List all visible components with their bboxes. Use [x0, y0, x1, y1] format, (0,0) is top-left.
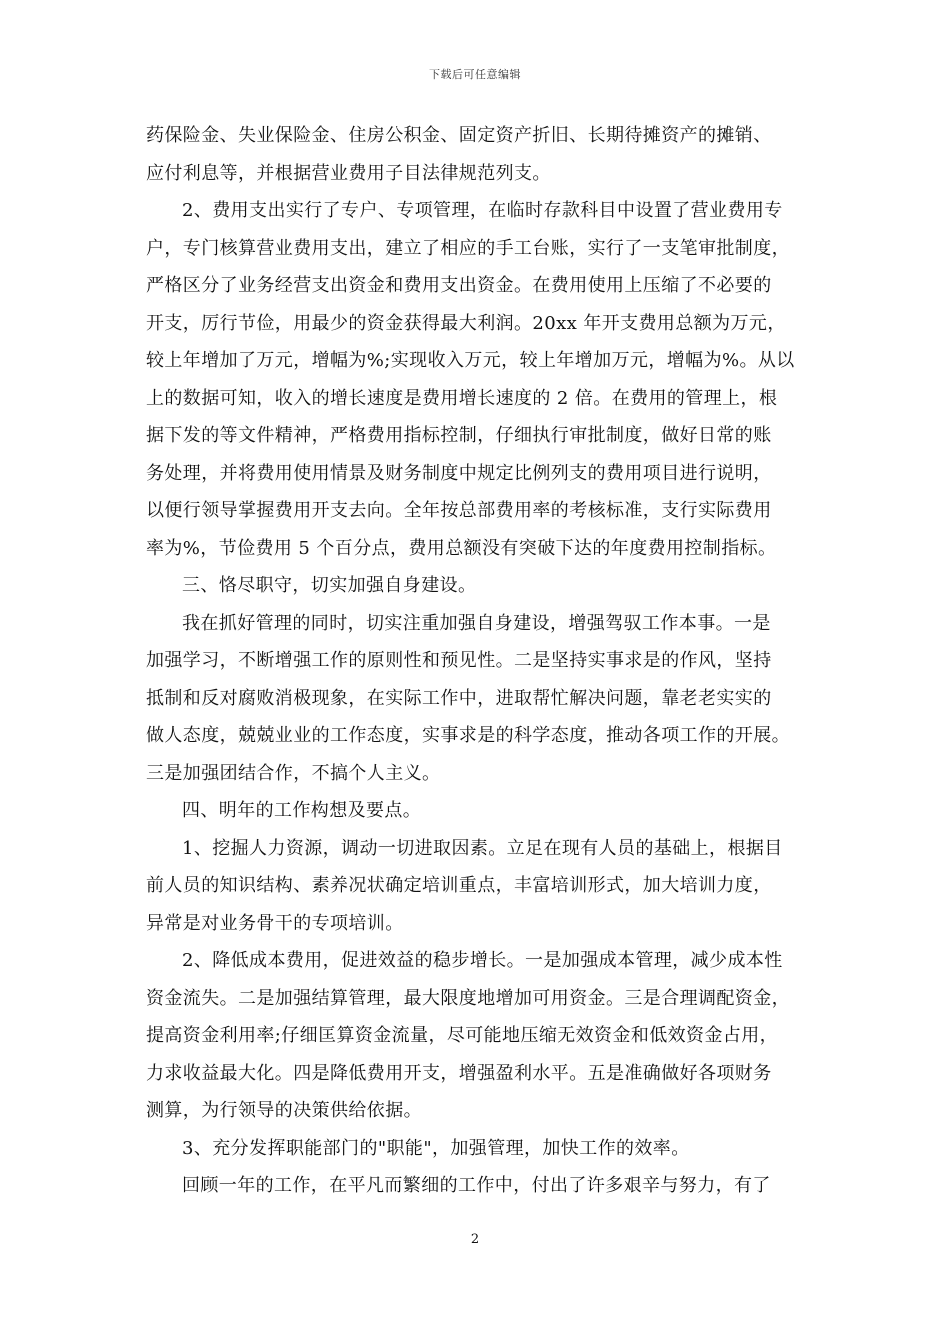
text-line: 3、充分发挥职能部门的"职能"，加强管理，加快工作的效率。	[182, 1137, 690, 1159]
document-body	[146, 117, 806, 1205]
text-line: 异常是对业务骨干的专项培训。	[146, 912, 404, 934]
text-line: 测算，为行领导的决策供给依据。	[146, 1100, 422, 1121]
text-line: 户，专门核算营业费用支出，建立了相应的手工台账，实行了一支笔审批制度，	[146, 237, 790, 259]
section-heading: 三、恪尽职守，切实加强自身建设。	[182, 575, 477, 596]
text-line: 2、降低成本费用，促进效益的稳步增长。一是加强成本管理，减少成本性	[182, 950, 783, 971]
text-line: 据下发的等文件精神，严格费用指标控制，仔细执行审批制度，做好日常的账	[146, 425, 772, 446]
text-line: 做人态度，兢兢业业的工作态度，实事求是的科学态度，推动各项工作的开展。	[146, 725, 790, 746]
text-line: 抵制和反对腐败消极现象，在实际工作中，进取帮忙解决问题，靠老老实实的	[146, 687, 772, 709]
text-line: 加强学习，不断增强工作的原则性和预见性。二是坚持实事求是的作风，坚持	[146, 650, 772, 671]
text-line: 率为%，节俭费用 5 个百分点，费用总额没有突破下达的年度费用控制指标。	[146, 537, 777, 559]
text-line: 前人员的知识结构、素养况状确定培训重点，丰富培训形式，加大培训力度，	[146, 875, 772, 896]
text-line: 资金流失。二是加强结算管理，最大限度地增加可用资金。三是合理调配资金，	[146, 987, 790, 1009]
text-line: 提高资金利用率;仔细匡算资金流量，尽可能地压缩无效资金和低效资金占用，	[146, 1025, 779, 1046]
text-line: 较上年增加了万元，增幅为%;实现收入万元，较上年增加万元，增幅为%。从以	[146, 350, 795, 371]
text-line: 以便行领导掌握费用开支去向。全年按总部费用率的考核标准，支行实际费用	[146, 500, 772, 521]
text-line: 2、费用支出实行了专户、专项管理，在临时存款科目中设置了营业费用专	[182, 200, 783, 221]
text-line: 1、挖掘人力资源，调动一切进取因素。立足在现有人员的基础上，根据目	[182, 837, 783, 859]
section-heading: 四、明年的工作构想及要点。	[182, 800, 422, 821]
text-line: 务处理，并将费用使用情景及财务制度中规定比例列支的费用项目进行说明，	[146, 462, 772, 484]
text-line: 药保险金、失业保险金、住房公积金、固定资产折旧、长期待摊资产的摊销、	[146, 125, 772, 146]
text-line: 我在抓好管理的同时，切实注重加强自身建设，增强驾驭工作本事。一是	[182, 612, 771, 634]
text-line: 开支，厉行节俭，用最少的资金获得最大利润。20xx 年开支费用总额为万元，	[146, 312, 786, 334]
text-line: 力求收益最大化。四是降低费用开支，增强盈利水平。五是准确做好各项财务	[146, 1062, 772, 1084]
text-line: 回顾一年的工作，在平凡而繁细的工作中，付出了许多艰辛与努力，有了	[182, 1175, 771, 1196]
text-line: 严格区分了业务经营支出资金和费用支出资金。在费用使用上压缩了不必要的	[146, 275, 772, 296]
text-line: 三是加强团结合作，不搞个人主义。	[146, 762, 441, 784]
header-note: 下载后可任意编辑	[429, 68, 521, 81]
text-line: 上的数据可知，收入的增长速度是费用增长速度的 2 倍。在费用的管理上，根	[146, 387, 778, 409]
text-line: 应付利息等，并根据营业费用子目法律规范列支。	[146, 162, 551, 184]
page-number: 2	[470, 1232, 480, 1247]
